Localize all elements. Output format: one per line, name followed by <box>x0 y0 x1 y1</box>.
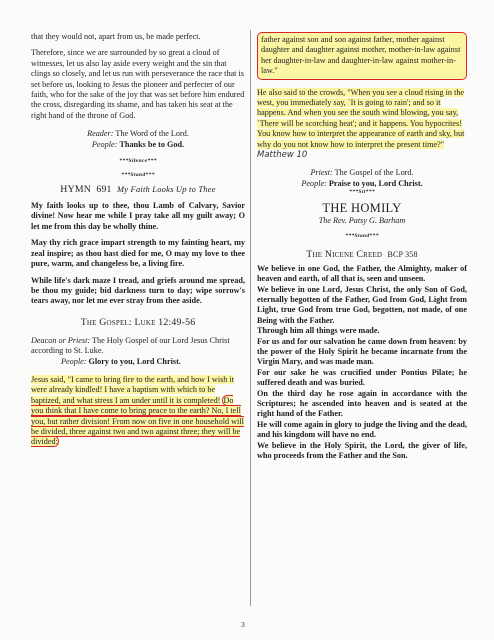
gospel-highlight: Jesus said, "I came to bring fire to the earth, and how I wish it were already kindled! I have a baptism with which to be baptized, and what stress I am under until it is completed! <box>31 374 234 405</box>
right-people-text: Praise to you, Lord Christ. <box>328 178 423 188</box>
creed-para-2: We believe in one Lord, Jesus Christ, the only Son of God, eternally begotten of the Father, God from God, Light from Light, true God from true God, begotten, not made, of one Being with the Father. <box>257 284 467 325</box>
gospel-heading-text: The Gospel: Luke 12:49-56 <box>80 316 196 328</box>
sit-rubric: ***Sit*** <box>349 189 375 196</box>
hymn-title: My Faith Looks Up to Thee <box>116 184 216 195</box>
right-people-role: People: <box>301 178 327 188</box>
priest-text: The Gospel of the Lord. <box>334 168 414 178</box>
lesson-ending: that they would not, apart from us, be made perfect. <box>31 32 201 41</box>
gospel-people-response <box>31 357 245 367</box>
people-text: Thanks be to God. <box>119 139 185 149</box>
right-people-response <box>257 179 467 189</box>
creed-heading <box>257 249 467 260</box>
people-role: People: <box>91 139 118 149</box>
silence-rubric: ***Silence*** <box>119 158 157 165</box>
handwritten-note: Matthew 10 <box>257 150 308 161</box>
hymn-verse-2: May thy rich grace impart strength to my fainting heart, my zeal inspire; as thou hast died for me, O may my love to thee pure, warm, and changeless be, a living fire. <box>31 238 245 269</box>
right-stand-rubric: ***Stand*** <box>345 232 379 239</box>
hymn-verse-3: While life's dark maze I tread, and griefs around me spread, be thou my guide; bid darkness turn to day; wipe sorrow's tears away, nor let me ever stray from thee aside. <box>31 275 245 306</box>
weather-highlight: He also said to the crowds, "When you see a cloud rising in the west, you immediately say, `It is going to rain'; and so it happens. And when you see the south wind blowing, you say, `There will be scorching heat'; and it happens. You hypocrites! You know how to interpret the appearance of earth and sky, but why do you not know how to interpret the present time?" <box>257 87 465 149</box>
hymn-verse-1: My faith looks up to thee, thou Lamb of Calvary, Savior divine! Now hear me while I pray take all my guilt away; O let me from this day be wholly thine. <box>31 201 245 231</box>
gospel-people-role: People: <box>61 356 87 366</box>
left-column <box>31 32 245 448</box>
creed-para-3: Through him all things were made. <box>257 326 380 336</box>
weather-passage <box>257 88 467 161</box>
priest-role: Priest: <box>310 168 333 178</box>
deacon-text: The Holy Gospel of our Lord Jesus Christ according to St. Luke. <box>31 335 230 356</box>
reader-role: Reader: <box>87 129 114 139</box>
reader-response <box>31 129 245 139</box>
creed-para-4: For us and for our salvation he came down from heaven: by the power of the Holy Spirit he became incarnate from the Virgin Mary, and was made man. <box>257 336 467 367</box>
gospel-people-text: Glory to you, Lord Christ. <box>88 356 181 366</box>
creed-title: The Nicene Creed <box>306 248 383 260</box>
homily-title: THE HOMILY <box>322 201 402 216</box>
gospel-heading <box>31 317 245 328</box>
homily-preacher: The Rev. Patsy G. Barham <box>318 216 406 226</box>
creed-reference: BCP 358 <box>387 249 418 259</box>
creed-para-6: On the third day he rose again in accordance with the Scriptures; he ascended into heaven and is seated at the right hand of the Father. <box>257 388 467 419</box>
creed-para-1: We believe in one God, the Father, the Almighty, maker of heaven and earth, of all that is, seen and unseen. <box>257 263 467 284</box>
page-number: 3 <box>241 620 245 629</box>
priest-response <box>257 168 467 178</box>
gospel-boxed-passage: Do you think that I have come to bring peace to the earth? No, I tell you, but rather division! From now on five in one household will be divided, three against two and two against three; they will be divided: <box>31 395 244 447</box>
lesson-paragraph: Therefore, since we are surrounded by so great a cloud of witnesses, let us also lay aside every weight and the sin that clings so closely, and let us run with perseverance the race that is set before us, looking to Jesus the pioneer and perfecter of our faith, who for the sake of the joy that was set before him endured the cross, disregarding its shame, and has taken his seat at the right hand of the throne of God. <box>31 48 245 120</box>
right-column <box>257 32 467 461</box>
deacon-role: Deacon or Priest: <box>31 335 91 345</box>
gospel-reading <box>31 375 245 448</box>
division-passage: father against son and son against father, mother against daughter and daughter against mother, mother-in-law against her daughter-in-law and daughter-in-law against mother-in-law." <box>261 35 461 76</box>
creed-para-7: He will come again in glory to judge the living and the dead, and his kingdom will have no end. <box>257 419 467 440</box>
stand-rubric: ***Stand*** <box>121 172 155 179</box>
column-divider <box>250 30 251 606</box>
hymn-number: 691 <box>96 184 112 196</box>
hymn-label: HYMN <box>60 184 92 196</box>
hymn-heading <box>31 184 245 195</box>
reader-text: The Word of the Lord. <box>115 129 189 139</box>
boxed-passage <box>257 32 467 80</box>
people-response <box>31 140 245 150</box>
creed-para-8: We believe in the Holy Spirit, the Lord, the giver of life, who proceeds from the Father and the Son. <box>257 440 467 460</box>
deacon-announcement <box>31 336 245 357</box>
creed-para-5: For our sake he was crucified under Pontius Pilate; he suffered death and was buried. <box>257 367 467 388</box>
